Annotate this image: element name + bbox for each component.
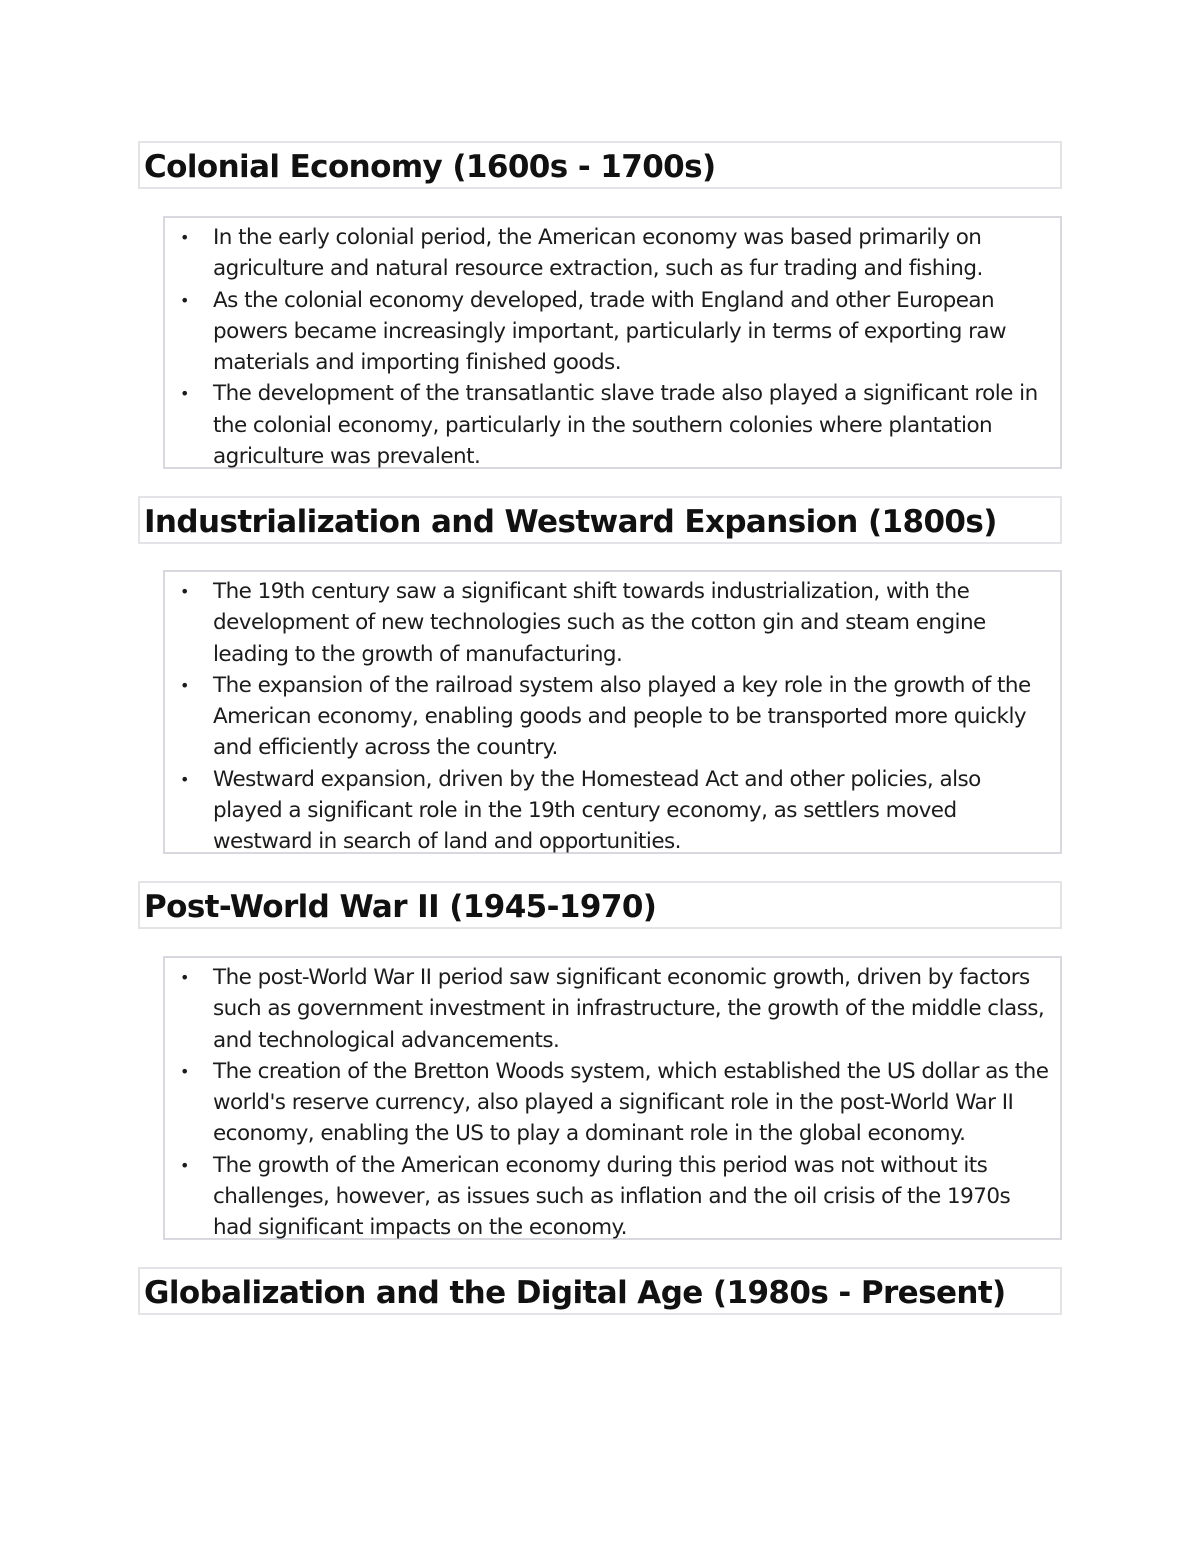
bullet-icon: •: [180, 968, 189, 987]
bullet-icon: •: [180, 228, 189, 247]
list-item-text: Westward expansion, driven by the Homestead Act and other policies, also played a significant role in the 19th century economy, as settlers moved westward in search of land and opportunities.: [213, 766, 981, 855]
section-title: Post-World War II (1945-1970): [144, 889, 657, 925]
list-item-text: The post-World War II period saw significant economic growth, driven by factors such as government investment in infrastructure, the growth of the middle class, and technological advancements.: [213, 965, 1045, 1053]
bullet-list-post-world-war-ii: [163, 956, 1062, 1240]
list-item-text: The expansion of the railroad system also played a key role in the growth of the American economy, enabling goods and people to be transported more quickly and efficiently across the country.: [213, 672, 1031, 761]
bullet-icon: •: [180, 1061, 189, 1081]
list-item-text: In the early colonial period, the American economy was based primarily on agriculture and natural resource extraction, such as fur trading and fishing.: [213, 225, 983, 282]
section-heading-globalization: [138, 1267, 1062, 1315]
list-item-text: The creation of the Bretton Woods system, which established the US dollar as the world's reserve currency, also played a significant role in the post-World War II economy, enabling the US to play a dominant role in the global economy.: [213, 1058, 1049, 1147]
list-item: [165, 1150, 1054, 1244]
list-item: [165, 670, 1054, 764]
list-item: [165, 378, 1054, 472]
bullet-icon: •: [180, 384, 189, 404]
bullet-list-industrialization: [163, 570, 1062, 854]
list-item: [165, 1056, 1054, 1150]
bullet-icon: •: [180, 1155, 189, 1175]
list-item-text: The development of the transatlantic slave trade also played a significant role in the colonial economy, particularly in the southern colonies where plantation agriculture was prevalent.: [213, 381, 1038, 470]
list-item-text: The 19th century saw a significant shift towards industrialization, with the development of new technologies such as the cotton gin and steam engine leading to the growth of manufacturing.: [213, 579, 986, 667]
bullet-list-colonial-economy: [163, 216, 1062, 469]
list-item: [165, 962, 1054, 1056]
section-heading-post-world-war-ii: [138, 881, 1062, 929]
bullet-icon: •: [180, 290, 189, 310]
section-heading-colonial-economy: [138, 141, 1062, 189]
section-heading-industrialization: [138, 496, 1062, 544]
list-item: [165, 576, 1054, 670]
section-title: Colonial Economy (1600s - 1700s): [144, 149, 716, 185]
list-item: [165, 222, 1054, 285]
list-item-text: The growth of the American economy during this period was not without its challenges, however, as issues such as inflation and the oil crisis of the 1970s had significant impacts on the economy.: [213, 1152, 1011, 1241]
section-title: Industrialization and Westward Expansion (1800s): [144, 504, 997, 540]
list-item: [165, 764, 1054, 858]
bullet-icon: •: [180, 769, 189, 789]
section-title: Globalization and the Digital Age (1980s - Present): [144, 1275, 1006, 1311]
bullet-icon: •: [180, 675, 189, 695]
list-item-text: As the colonial economy developed, trade with England and other European powers became increasingly important, particularly in terms of exporting raw materials and importing finished goods.: [213, 287, 1007, 376]
bullet-icon: •: [180, 582, 189, 601]
list-item: [165, 285, 1054, 379]
